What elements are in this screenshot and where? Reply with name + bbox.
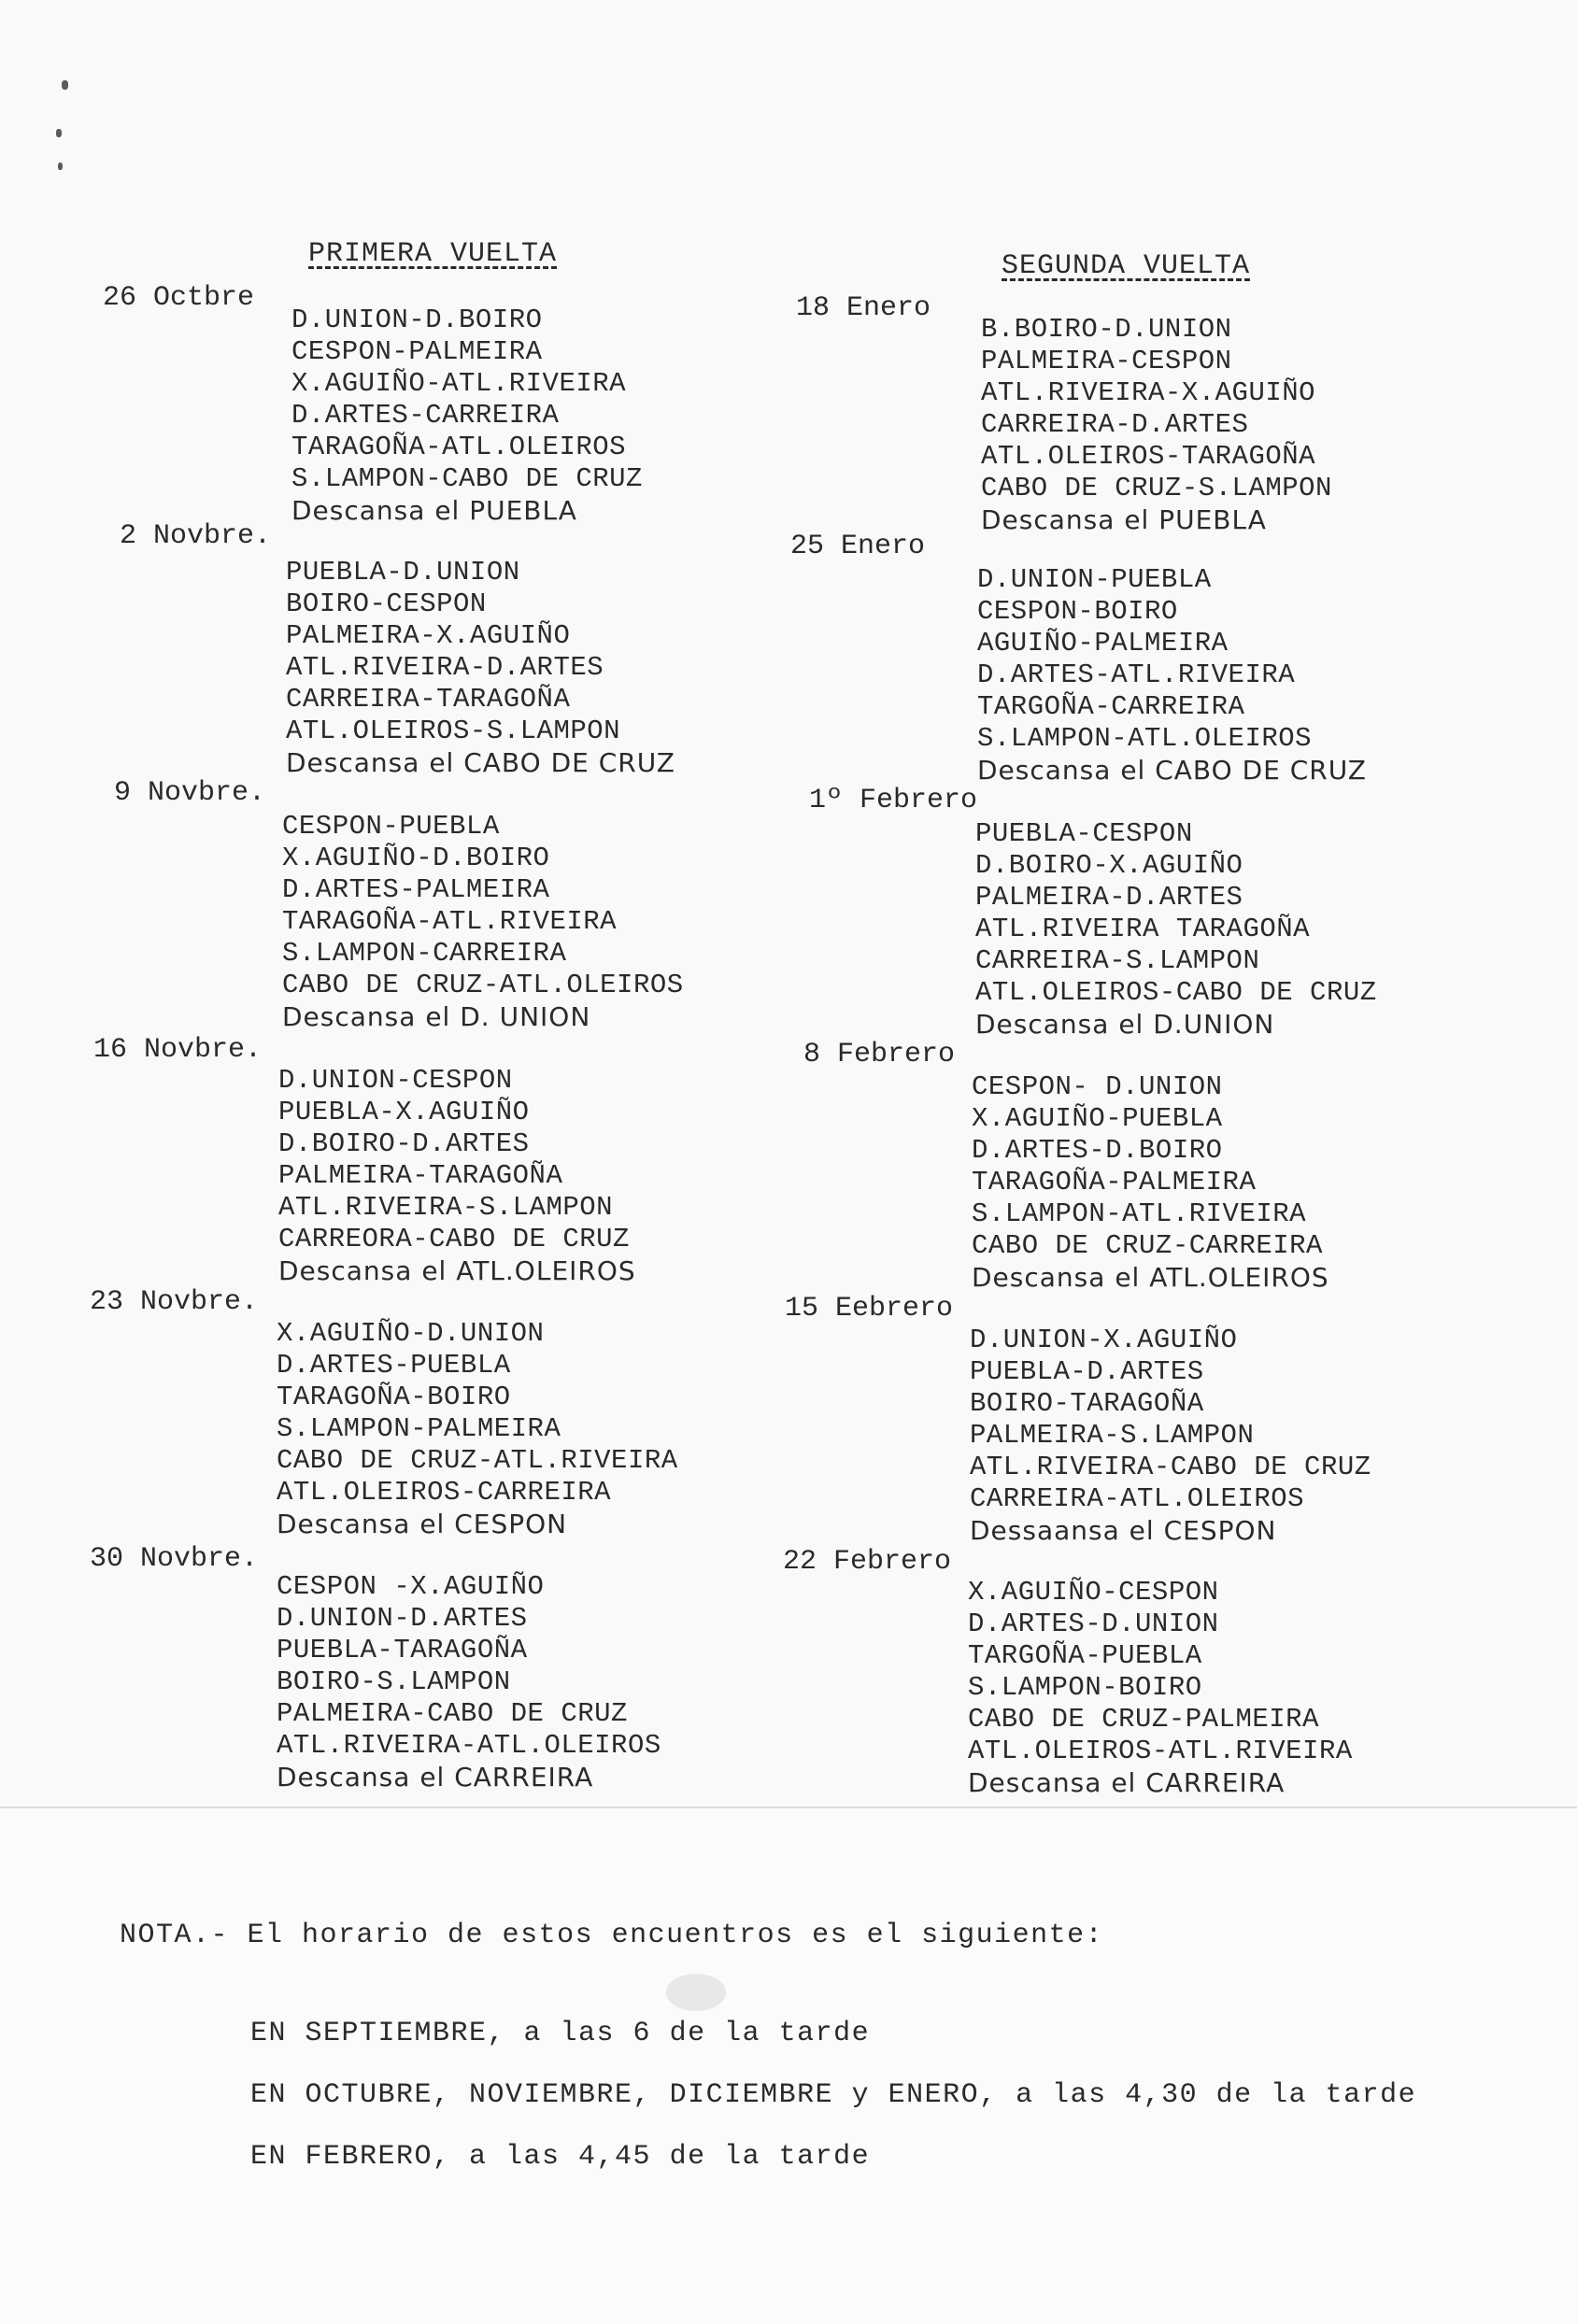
match: ATL.RIVEIRA-X.AGUIÑO bbox=[981, 377, 1316, 408]
match: D.ARTES-CARREIRA bbox=[291, 400, 560, 431]
match: ATL.RIVEIRA TARAGOÑA bbox=[975, 914, 1311, 944]
rest-team: Descansa el CARREIRA bbox=[968, 1767, 1286, 1798]
match: D.UNION-D.BOIRO bbox=[291, 305, 543, 335]
fixture-block bbox=[278, 1065, 636, 1287]
round-date: 16 Novbre. bbox=[93, 1034, 263, 1066]
match: CARREORA-CABO DE CRUZ bbox=[278, 1224, 630, 1254]
match: CARREIRA-S.LAMPON bbox=[975, 945, 1260, 976]
match: D.ARTES-PALMEIRA bbox=[282, 874, 550, 905]
match: TARAGOÑA-ATL.RIVEIRA bbox=[282, 906, 618, 937]
rest-team: Dessaansa el CESPON bbox=[970, 1515, 1277, 1546]
fixture-block bbox=[968, 1577, 1353, 1799]
round-date: 26 Octbre bbox=[103, 282, 255, 314]
fixture-block bbox=[981, 314, 1332, 536]
match: CABO DE CRUZ-ATL.OLEIROS bbox=[282, 970, 684, 1000]
match: PUEBLA-X.AGUIÑO bbox=[278, 1097, 530, 1127]
match: CESPON-PUEBLA bbox=[282, 811, 500, 842]
fixture-block bbox=[277, 1571, 661, 1793]
match: CESPON-BOIRO bbox=[977, 596, 1178, 627]
match: S.LAMPON-CABO DE CRUZ bbox=[291, 463, 643, 494]
match: D.ARTES-PUEBLA bbox=[277, 1350, 511, 1381]
match: PUEBLA-CESPON bbox=[975, 818, 1193, 849]
heading-segunda-vuelta: SEGUNDA VUELTA bbox=[1002, 250, 1251, 282]
match: X.AGUIÑO-D.BOIRO bbox=[282, 843, 550, 873]
match: D.BOIRO-D.ARTES bbox=[278, 1128, 530, 1159]
match: TARAGOÑA-PALMEIRA bbox=[972, 1167, 1257, 1197]
round-date: 15 Eebrero bbox=[785, 1293, 954, 1325]
match: PALMEIRA-D.ARTES bbox=[975, 882, 1243, 913]
match: ATL.OLEIROS-ATL.RIVEIRA bbox=[968, 1736, 1353, 1766]
match: X.AGUIÑO-PUEBLA bbox=[972, 1103, 1223, 1134]
rest-team: Descansa el CABO DE CRUZ bbox=[977, 755, 1367, 786]
match: CARREIRA-TARAGOÑA bbox=[286, 684, 571, 715]
match: D.UNION-X.AGUIÑO bbox=[970, 1325, 1238, 1355]
schedule-line: EN SEPTIEMBRE, a las 6 de la tarde bbox=[250, 2018, 871, 2049]
round-date: 1º Febrero bbox=[809, 785, 978, 816]
match: BOIRO-S.LAMPON bbox=[277, 1666, 511, 1697]
punch-mark bbox=[56, 129, 62, 137]
round-date: 30 Novbre. bbox=[90, 1543, 259, 1575]
match: CARREIRA-D.ARTES bbox=[981, 409, 1249, 440]
match: PALMEIRA-X.AGUIÑO bbox=[286, 620, 571, 651]
match: PUEBLA-D.ARTES bbox=[970, 1356, 1204, 1387]
rest-team: Descansa el PUEBLA bbox=[291, 495, 577, 526]
match: D.UNION-D.ARTES bbox=[277, 1603, 528, 1634]
match: X.AGUIÑO-ATL.RIVEIRA bbox=[291, 368, 627, 399]
match: CESPON -X.AGUIÑO bbox=[277, 1571, 545, 1602]
match: PALMEIRA-TARAGOÑA bbox=[278, 1160, 563, 1191]
fixture-block bbox=[282, 811, 684, 1033]
match: PALMEIRA-CABO DE CRUZ bbox=[277, 1698, 628, 1729]
punch-mark bbox=[62, 80, 68, 90]
rest-team: Descansa el ATL.OLEIROS bbox=[972, 1262, 1329, 1293]
fixture-block bbox=[975, 818, 1377, 1041]
lower-section bbox=[0, 1808, 1577, 2324]
match: ATL.OLEIROS-CARREIRA bbox=[277, 1477, 612, 1508]
match: CESPON- D.UNION bbox=[972, 1071, 1223, 1102]
match: CABO DE CRUZ-S.LAMPON bbox=[981, 473, 1332, 503]
rest-team: Descansa el CABO DE CRUZ bbox=[286, 747, 675, 778]
rest-team: Descansa el D.UNION bbox=[975, 1009, 1275, 1040]
schedule-line: EN FEBRERO, a las 4,45 de la tarde bbox=[250, 2141, 871, 2173]
match: X.AGUIÑO-CESPON bbox=[968, 1577, 1219, 1608]
match: S.LAMPON-PALMEIRA bbox=[277, 1413, 561, 1444]
fixture-block bbox=[286, 557, 675, 779]
fixture-block bbox=[291, 305, 643, 527]
match: X.AGUIÑO-D.UNION bbox=[277, 1318, 545, 1349]
round-date: 9 Novbre. bbox=[114, 777, 266, 809]
match: D.ARTES-D.BOIRO bbox=[972, 1135, 1223, 1166]
fixture-block bbox=[977, 564, 1367, 786]
match: D.BOIRO-X.AGUIÑO bbox=[975, 850, 1243, 881]
rest-team: Descansa el CESPON bbox=[277, 1509, 568, 1539]
match: CESPON-PALMEIRA bbox=[291, 336, 543, 367]
round-date: 18 Enero bbox=[796, 292, 931, 324]
match: CABO DE CRUZ-CARREIRA bbox=[972, 1230, 1323, 1261]
match: CARREIRA-ATL.OLEIROS bbox=[970, 1483, 1305, 1514]
round-date: 2 Novbre. bbox=[120, 520, 272, 552]
heading-primera-vuelta: PRIMERA VUELTA bbox=[308, 238, 558, 270]
match: B.BOIRO-D.UNION bbox=[981, 314, 1232, 345]
rest-team: Descansa el PUEBLA bbox=[981, 504, 1267, 535]
match: ATL.OLEIROS-CABO DE CRUZ bbox=[975, 977, 1377, 1008]
match: BOIRO-CESPON bbox=[286, 588, 487, 619]
match: ATL.RIVEIRA-CABO DE CRUZ bbox=[970, 1452, 1371, 1482]
match: D.ARTES-D.UNION bbox=[968, 1608, 1219, 1639]
match: AGUIÑO-PALMEIRA bbox=[977, 628, 1229, 659]
match: TARAGOÑA-ATL.OLEIROS bbox=[291, 432, 627, 462]
match: S.LAMPON-ATL.RIVEIRA bbox=[972, 1198, 1307, 1229]
rest-team: Descansa el CARREIRA bbox=[277, 1762, 594, 1793]
round-date: 22 Febrero bbox=[783, 1546, 952, 1578]
match: PALMEIRA-S.LAMPON bbox=[970, 1420, 1255, 1451]
rest-team: Descansa el ATL.OLEIROS bbox=[278, 1255, 636, 1286]
match: ATL.OLEIROS-TARAGOÑA bbox=[981, 441, 1316, 472]
match: TARGOÑA-CARREIRA bbox=[977, 691, 1245, 722]
match: TARAGOÑA-BOIRO bbox=[277, 1382, 511, 1412]
rest-team: Descansa el D. UNION bbox=[282, 1001, 591, 1032]
match: ATL.RIVEIRA-ATL.OLEIROS bbox=[277, 1730, 661, 1761]
punch-mark bbox=[58, 163, 63, 170]
round-date: 8 Febrero bbox=[803, 1039, 956, 1070]
match: ATL.OLEIROS-S.LAMPON bbox=[286, 716, 621, 746]
note-intro: NOTA.- El horario de estos encuentros es el siguiente: bbox=[120, 1920, 1104, 1951]
match: S.LAMPON-ATL.OLEIROS bbox=[977, 723, 1313, 754]
match: S.LAMPON-BOIRO bbox=[968, 1672, 1202, 1703]
round-date: 25 Enero bbox=[790, 531, 926, 562]
fixture-block bbox=[970, 1325, 1371, 1547]
fixture-block bbox=[277, 1318, 678, 1540]
match: TARGOÑA-PUEBLA bbox=[968, 1640, 1202, 1671]
match: D.ARTES-ATL.RIVEIRA bbox=[977, 659, 1296, 690]
match: ATL.RIVEIRA-D.ARTES bbox=[286, 652, 604, 683]
match: PUEBLA-TARAGOÑA bbox=[277, 1635, 528, 1665]
match: CABO DE CRUZ-PALMEIRA bbox=[968, 1704, 1319, 1735]
schedule-line: EN OCTUBRE, NOVIEMBRE, DICIEMBRE y ENERO, a las 4,30 de la tarde bbox=[250, 2079, 1417, 2111]
match: D.UNION-PUEBLA bbox=[977, 564, 1212, 595]
fixture-block bbox=[972, 1071, 1329, 1294]
match: S.LAMPON-CARREIRA bbox=[282, 938, 567, 969]
match: D.UNION-CESPON bbox=[278, 1065, 513, 1096]
round-date: 23 Novbre. bbox=[90, 1286, 259, 1318]
match: PUEBLA-D.UNION bbox=[286, 557, 520, 588]
match: ATL.RIVEIRA-S.LAMPON bbox=[278, 1192, 614, 1223]
match: PALMEIRA-CESPON bbox=[981, 346, 1232, 376]
match: CABO DE CRUZ-ATL.RIVEIRA bbox=[277, 1445, 678, 1476]
match: BOIRO-TARAGOÑA bbox=[970, 1388, 1204, 1419]
faded-stamp bbox=[666, 1974, 726, 2011]
